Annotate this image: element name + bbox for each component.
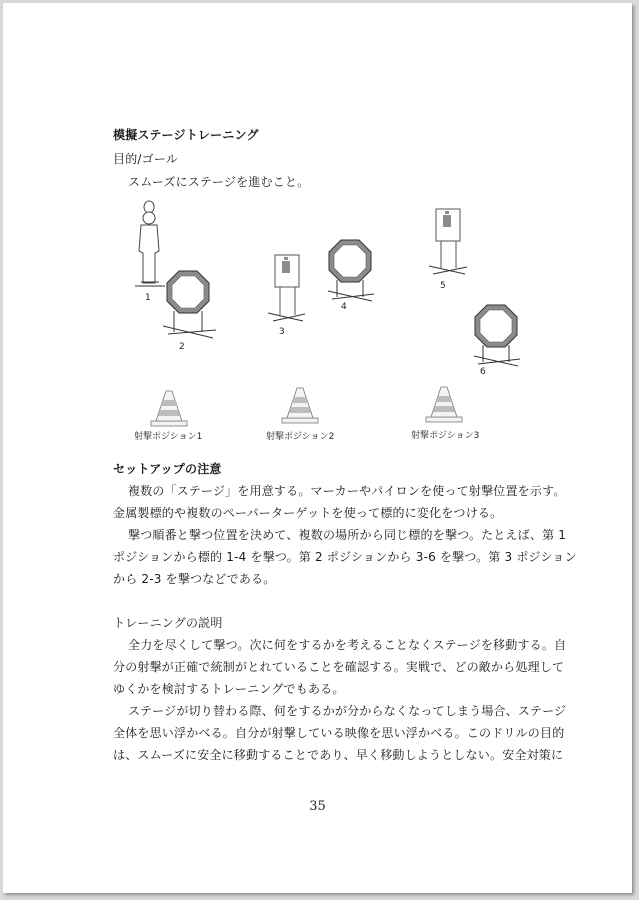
target-2-steel-plate <box>163 271 216 338</box>
target-5-paper-target <box>429 209 467 274</box>
page-number: 35 <box>309 799 326 814</box>
section-title: 模擬ステージトレーニング <box>113 128 259 142</box>
target-3-paper-target <box>268 255 305 321</box>
position-label-3: 射撃ポジション3 <box>411 431 480 441</box>
target-6-steel-plate <box>474 305 520 366</box>
goal-heading: 目的/ゴール <box>113 152 179 166</box>
training-line: ステージが切り替わる際、何をするかが分からなくなってしまう場合、ステージ <box>128 704 567 718</box>
setup-line: ポジションから標的 1-4 を撃つ。第 2 ポジションから 3-6 を撃つ。第 3 ポジション <box>113 550 577 564</box>
setup-line: 撃つ順番と撃つ位置を決めて、複数の場所から同じ標的を撃つ。たとえば、第 1 <box>128 528 567 542</box>
target-number-3: 3 <box>279 327 285 337</box>
target-number-2: 2 <box>179 342 185 352</box>
target-number-1: 1 <box>145 293 151 303</box>
setup-line: 金属製標的や複数のペーパーターゲットを使って標的に変化をつける。 <box>113 506 503 520</box>
position-label-1: 射撃ポジション1 <box>134 432 203 442</box>
position-label-2: 射撃ポジション2 <box>266 432 335 442</box>
training-line: 分の射撃が正確で統制がとれていることを確認する。実戦で、どの敵から処理して <box>113 660 565 674</box>
cone-icon <box>151 391 187 426</box>
target-number-5: 5 <box>440 281 446 291</box>
training-line: ゆくかを検討するトレーニングでもある。 <box>113 682 345 696</box>
setup-line: から 2-3 を撃つなどである。 <box>113 572 276 586</box>
training-line: 全力を尽くして撃つ。次に何をするかを考えることなくステージを移動する。自 <box>128 638 567 652</box>
setup-heading: セットアップの注意 <box>113 462 222 476</box>
goal-text: スムーズにステージを進むこと。 <box>128 175 310 189</box>
setup-line: 複数の「ステージ」を用意する。マーカーやパイロンを使って射撃位置を示す。 <box>128 484 566 498</box>
document-page <box>3 3 632 893</box>
training-line: は、スムーズに安全に移動することであり、早く移動しようとしない。安全対策に <box>113 748 564 762</box>
training-line: 全体を思い浮かべる。自分が射撃している映像を思い浮かべる。このドリルの目的 <box>113 726 565 740</box>
target-1-silhouette <box>135 201 165 286</box>
cone-icon <box>426 387 462 422</box>
training-heading: トレーニングの説明 <box>113 616 223 630</box>
cone-icon <box>282 388 318 423</box>
target-4-steel-plate <box>328 240 374 301</box>
target-number-4: 4 <box>341 302 347 312</box>
target-number-6: 6 <box>480 367 486 377</box>
